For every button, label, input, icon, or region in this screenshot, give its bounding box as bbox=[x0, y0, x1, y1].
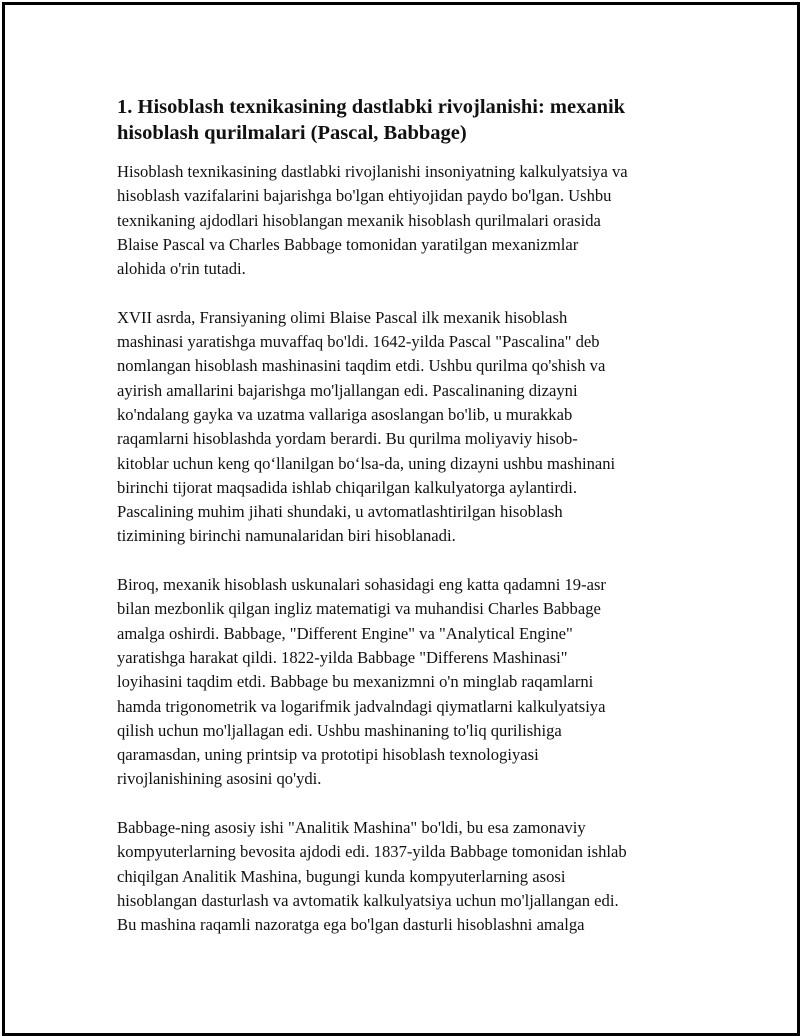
paragraph-babbage-analytical-engine: Babbage-ning asosiy ishi "Analitik Mashina" bo'ldi, bu esa zamonaviy kompyuterlarning bevosita ajdodi edi. 1837-yilda Babbage tomonidan ishlab chiqilgan Analitik Mashina, bugungi kunda kompyuterlarning asosi hisoblangan dasturlash va avtomatik kalkulyatsiya uchun mo'ljallangan edi. Bu mashina raqamli nazoratga ega bo'lgan dasturli hisoblashni amalga bbox=[117, 818, 627, 935]
paragraph-babbage-difference-engine: Biroq, mexanik hisoblash uskunalari sohasidagi eng katta qadamni 19-asr bilan mezbonlik qilgan ingliz matematigi va muhandisi Charles Babbage amalga oshirdi. Babbage, "Different Engine" va "Analytical Engine" yaratishga harakat qildi. 1822-yilda Babbage "Differens Mashinasi" loyihasini taqdim etdi. Babbage bu mexanizmni o'n minglab raqamlarni hamda trigonometrik va logarifmik jadvalndagi qiymatlarni kalkulyatsiya qilish uchun mo'ljallagan edi. Ushbu mashinaning to'liq qurilishiga qaramasdan, uning printsip va prototipi hisoblash texnologiyasi rivojlanishining asosini qo'ydi. bbox=[117, 575, 606, 789]
document-body bbox=[117, 94, 697, 962]
paragraph-pascal: XVII asrda, Fransiyaning olimi Blaise Pascal ilk mexanik hisoblash mashinasi yaratishga muvaffaq bo'ldi. 1642-yilda Pascal "Pascalina" deb nomlangan hisoblash mashinasini taqdim etdi. Ushbu qurilma qo'shish va ayirish amallarini bajarishga mo'ljallangan edi. Pascalinaning dizayni ko'ndalang gayka va uzatma vallariga asoslangan bo'lib, u murakkab raqamlarni hisoblashda yordam berardi. Bu qurilma moliyaviy hisob- kitoblar uchun keng qo‘llanilgan bo‘lsa-da, uning dizayni ushbu mashinani birinchi tijorat maqsadida ishlab chiqarilgan kalkulyatorga aylantirdi. Pascalining muhim jihati shundaki, u avtomatlashtirilgan hisoblash tizimining birinchi namunalaridan biri hisoblanadi. bbox=[117, 307, 616, 546]
paragraph-intro: Hisoblash texnikasining dastlabki rivojlanishi insoniyatning kalkulyatsiya va hisoblash vazifalarini bajarishga bo'lgan ehtiyojidan paydo bo'lgan. Ushbu texnikaning ajdodlari hisoblangan mexanik hisoblash qurilmalari orasida Blaise Pascal va Charles Babbage tomonidan yaratilgan mexanizmlar alohida o'rin tutadi. bbox=[117, 162, 628, 279]
section-heading: 1. Hisoblash texnikasining dastlabki rivojlanishi: mexanik hisoblash qurilmalari (Pascal, Babbage) bbox=[117, 96, 626, 144]
